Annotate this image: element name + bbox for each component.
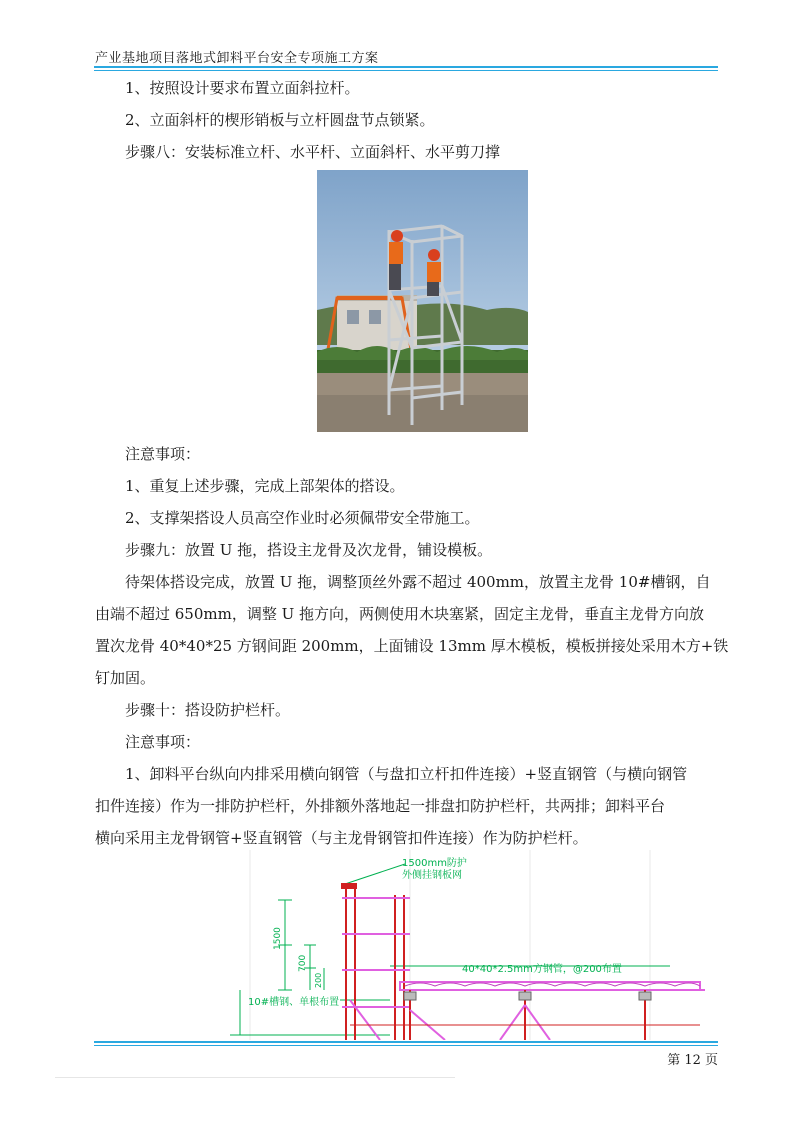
paragraph-guard-line2: 扣件连接）作为一排防护栏杆，外排额外落地起一排盘扣防护栏杆，共两排；卸料平台 bbox=[95, 797, 666, 815]
paragraph-step7-note2: 2、立面斜杆的楔形销板与立杆圆盘节点锁紧。 bbox=[125, 111, 435, 129]
scaffold-assembly-photo bbox=[317, 170, 528, 432]
footer-rule bbox=[94, 1041, 718, 1043]
label-steel-mesh: 外侧挂钢板网 bbox=[402, 870, 462, 881]
paragraph-guard-line3: 横向采用主龙骨钢管+竖直钢管（与主龙骨钢管扣件连接）作为防护栏杆。 bbox=[95, 829, 588, 847]
paragraph-guard-line1: 1、卸料平台纵向内排采用横向钢管（与盘扣立杆扣件连接）+竖直钢管（与横向钢管 bbox=[125, 765, 688, 783]
paragraph-step7-note1: 1、按照设计要求布置立面斜拉杆。 bbox=[125, 79, 360, 97]
notes-heading-1: 注意事项： bbox=[125, 445, 201, 463]
label-channel-steel: 10#槽钢、单根布置 bbox=[248, 997, 340, 1008]
step9-heading: 步骤九：放置 U 拖，搭设主龙骨及次龙骨，铺设模板。 bbox=[125, 541, 493, 559]
step10-heading: 步骤十：搭设防护栏杆。 bbox=[125, 701, 291, 719]
paragraph-note-repeat: 1、重复上述步骤，完成上部架体的搭设。 bbox=[125, 477, 405, 495]
document-header-title: 产业基地项目落地式卸料平台安全专项施工方案 bbox=[95, 51, 379, 66]
header-rule bbox=[94, 66, 718, 68]
step8-heading: 步骤八：安装标准立杆、水平杆、立面斜杆、水平剪刀撑 bbox=[125, 143, 501, 161]
header-rule-thin bbox=[94, 70, 718, 71]
dimension-700: 700 bbox=[298, 954, 308, 972]
label-square-tube: 40*40*2.5mm方钢管，@200布置 bbox=[462, 964, 622, 975]
faint-divider bbox=[55, 1077, 455, 1078]
paragraph-step9-body-line1: 待架体搭设完成，放置 U 拖，调整顶丝外露不超过 400mm，放置主龙骨 10#槽钢，自 bbox=[125, 573, 711, 591]
page-number: 第 12 页 bbox=[667, 1053, 718, 1068]
paragraph-step9-body-line2: 由端不超过 650mm，调整 U 拖方向，两侧使用木块塞紧，固定主龙骨，垂直主龙骨方向放 bbox=[95, 605, 705, 623]
dimension-200: 200 bbox=[314, 972, 323, 988]
label-guard-height: 1500mm防护 bbox=[402, 858, 467, 869]
paragraph-step9-body-line3: 置次龙骨 40*40*25 方钢间距 200mm，上面铺设 13mm 厚木模板，模板拼接处采用木方+铁 bbox=[95, 637, 729, 655]
footer-rule-thin bbox=[94, 1045, 718, 1046]
notes-heading-2: 注意事项： bbox=[125, 733, 201, 751]
paragraph-note-harness: 2、支撑架搭设人员高空作业时必须佩带安全带施工。 bbox=[125, 509, 480, 527]
paragraph-step9-body-line4: 钉加固。 bbox=[95, 669, 156, 687]
guardrail-section-drawing bbox=[230, 850, 705, 1040]
dimension-1500: 1500 bbox=[273, 927, 283, 950]
